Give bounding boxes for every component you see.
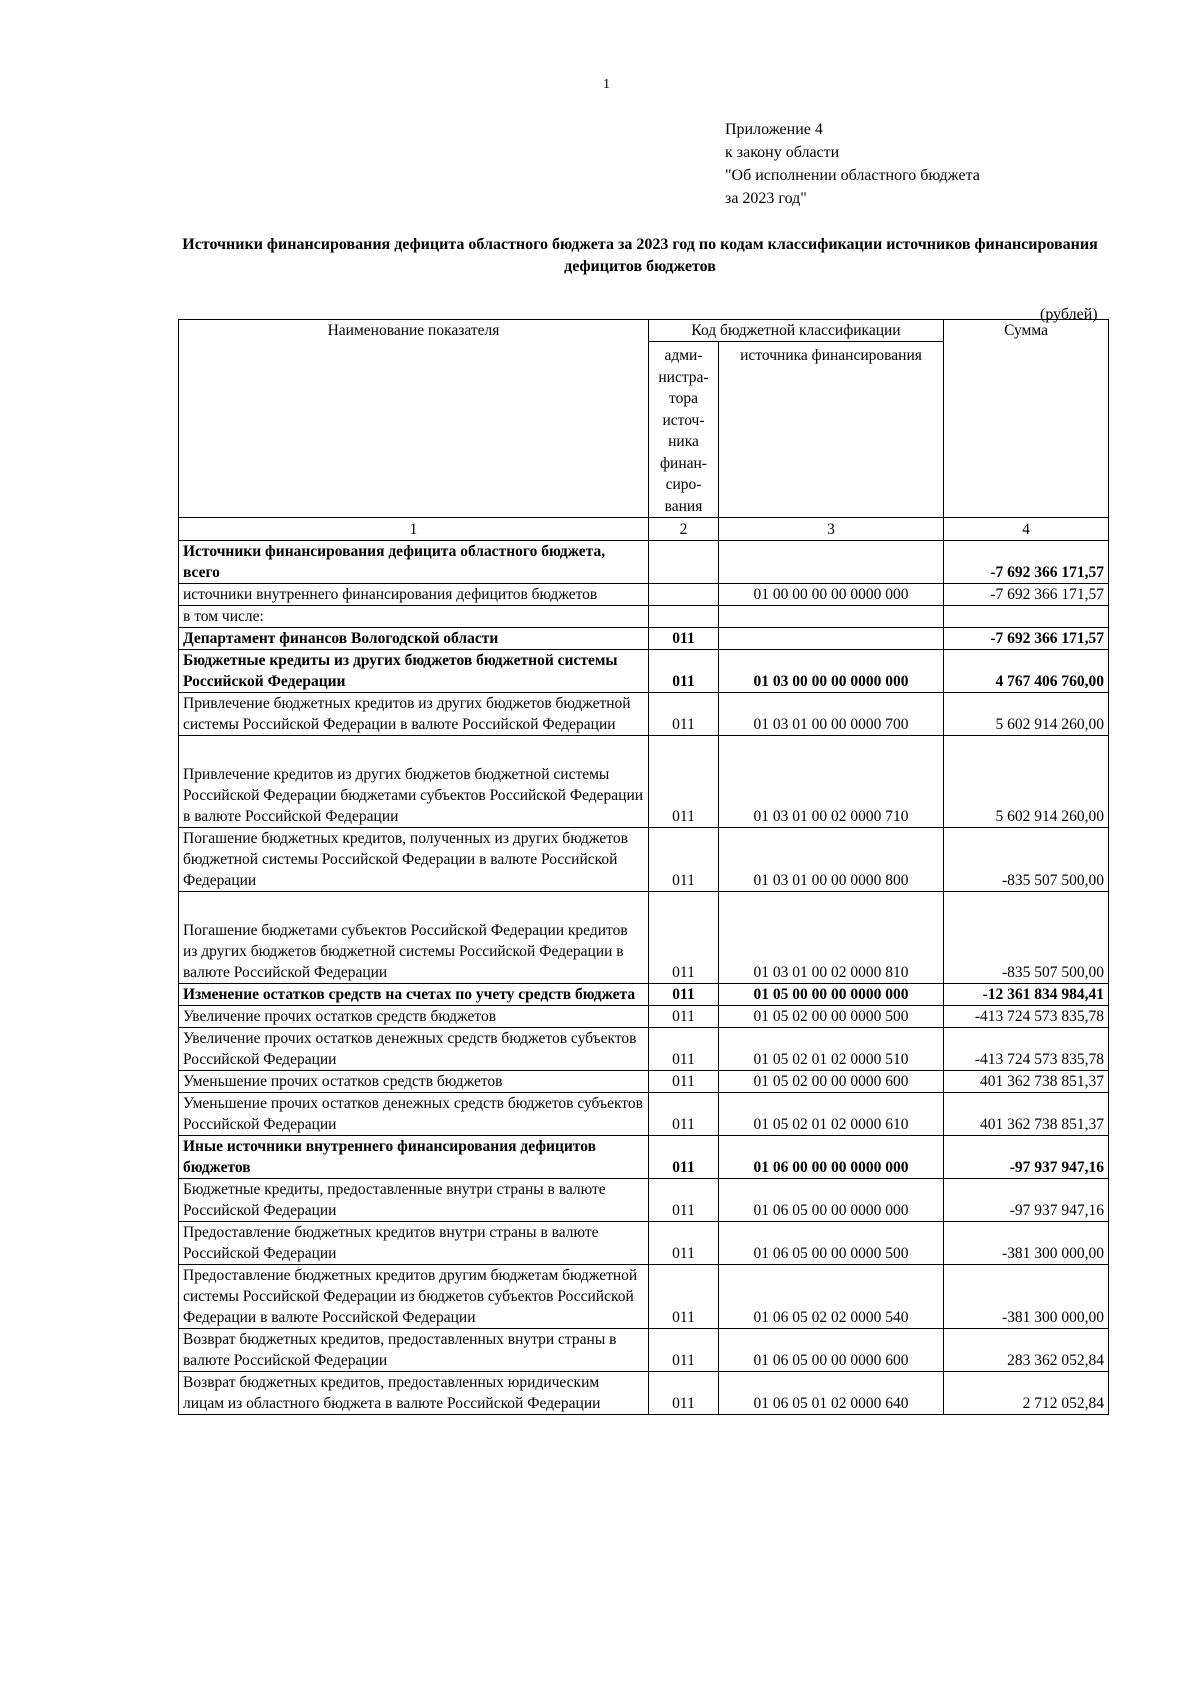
- header-source: источника финансирования: [719, 342, 944, 518]
- row-admin-code: 011: [649, 693, 719, 736]
- annex-line: к закону области: [725, 144, 840, 161]
- row-source-code: 01 03 00 00 00 0000 000: [719, 650, 944, 693]
- header-admin: [649, 342, 719, 518]
- table-row: [179, 1329, 1109, 1372]
- row-source-code: 01 00 00 00 00 0000 000: [719, 584, 944, 606]
- row-amount: -413 724 573 835,78: [944, 1006, 1109, 1028]
- row-name: Возврат бюджетных кредитов, предоставленных юридическим лицам из областного бюджета в валюте Российской Федерации: [179, 1372, 649, 1415]
- page-number: 1: [603, 77, 610, 92]
- row-source-code: 01 05 00 00 00 0000 000: [719, 984, 944, 1006]
- row-source-code: 01 03 01 00 00 0000 700: [719, 693, 944, 736]
- table-row: [179, 541, 1109, 584]
- row-admin-code: 011: [649, 1006, 719, 1028]
- header-code: Код бюджетной классификации: [649, 320, 944, 342]
- budget-table: [178, 319, 1109, 1415]
- row-amount: -835 507 500,00: [944, 828, 1109, 892]
- table-row: [179, 1028, 1109, 1071]
- table-row: [179, 1006, 1109, 1028]
- row-name: Привлечение кредитов из других бюджетов бюджетной системы Российской Федерации бюджетами субъектов Российской Федерации в валюте Российской Федерации: [179, 736, 649, 828]
- table-row: [179, 1071, 1109, 1093]
- row-admin-code: 011: [649, 1329, 719, 1372]
- row-source-code: 01 05 02 01 02 0000 510: [719, 1028, 944, 1071]
- row-name: Возврат бюджетных кредитов, предоставленных внутри страны в валюте Российской Федерации: [179, 1329, 649, 1372]
- table-row: [179, 828, 1109, 892]
- row-name: Уменьшение прочих остатков средств бюджетов: [179, 1071, 649, 1093]
- row-amount: -12 361 834 984,41: [944, 984, 1109, 1006]
- row-name: Источники финансирования дефицита областного бюджета, всего: [179, 541, 649, 584]
- row-name: Изменение остатков средств на счетах по учету средств бюджета: [179, 984, 649, 1006]
- row-source-code: [719, 606, 944, 628]
- header-admin-line: вания: [664, 497, 703, 515]
- table-row: [179, 650, 1109, 693]
- row-name: Предоставление бюджетных кредитов внутри страны в валюте Российской Федерации: [179, 1222, 649, 1265]
- row-name: Департамент финансов Вологодской области: [179, 628, 649, 650]
- row-name: Уменьшение прочих остатков денежных средств бюджетов субъектов Российской Федерации: [179, 1093, 649, 1136]
- units-label: (рублей): [1040, 306, 1098, 323]
- row-amount: 5 602 914 260,00: [944, 736, 1109, 828]
- header-admin-line: тора: [669, 390, 698, 407]
- row-name: Предоставление бюджетных кредитов другим бюджетам бюджетной системы Российской Федерации из бюджетов субъектов Российской Федерации в валюте Российской Федерации: [179, 1265, 649, 1329]
- row-amount: 5 602 914 260,00: [944, 693, 1109, 736]
- row-source-code: [719, 541, 944, 584]
- row-name: Привлечение бюджетных кредитов из других бюджетов бюджетной системы Российской Федерации в валюте Российской Федерации: [179, 693, 649, 736]
- table-row: [179, 693, 1109, 736]
- row-source-code: 01 03 01 00 00 0000 800: [719, 828, 944, 892]
- column-number: 3: [719, 518, 944, 541]
- table-row: [179, 1093, 1109, 1136]
- row-amount: 4 767 406 760,00: [944, 650, 1109, 693]
- annex-line: "Об исполнении областного бюджета: [725, 167, 980, 184]
- table-row: [179, 736, 1109, 828]
- row-amount: 401 362 738 851,37: [944, 1093, 1109, 1136]
- row-admin-code: [649, 584, 719, 606]
- row-amount: -7 692 366 171,57: [944, 584, 1109, 606]
- table-row: [179, 1179, 1109, 1222]
- row-amount: -97 937 947,16: [944, 1179, 1109, 1222]
- row-amount: -413 724 573 835,78: [944, 1028, 1109, 1071]
- row-amount: -7 692 366 171,57: [944, 541, 1109, 584]
- row-amount: 2 712 052,84: [944, 1372, 1109, 1415]
- table-row: [179, 606, 1109, 628]
- row-source-code: 01 06 05 01 02 0000 640: [719, 1372, 944, 1415]
- column-number: 2: [649, 518, 719, 541]
- table-body: [179, 541, 1109, 1415]
- row-name: Увеличение прочих остатков денежных средств бюджетов субъектов Российской Федерации: [179, 1028, 649, 1071]
- row-source-code: 01 06 05 02 02 0000 540: [719, 1265, 944, 1329]
- row-source-code: 01 03 01 00 02 0000 810: [719, 892, 944, 984]
- header-admin-line: ника: [668, 433, 699, 450]
- row-name: Иные источники внутреннего финансирования дефицитов бюджетов: [179, 1136, 649, 1179]
- row-source-code: [719, 628, 944, 650]
- table-row: [179, 892, 1109, 984]
- row-admin-code: [649, 606, 719, 628]
- row-admin-code: 011: [649, 1028, 719, 1071]
- annex-line: за 2023 год": [725, 190, 807, 207]
- header-admin-line: адми-: [664, 347, 703, 364]
- annex-line: Приложение 4: [725, 121, 823, 138]
- row-admin-code: 011: [649, 984, 719, 1006]
- table-row: [179, 584, 1109, 606]
- row-source-code: 01 05 02 01 02 0000 610: [719, 1093, 944, 1136]
- row-name: Увеличение прочих остатков средств бюджетов: [179, 1006, 649, 1028]
- row-amount: -835 507 500,00: [944, 892, 1109, 984]
- row-name: Погашение бюджетных кредитов, полученных из других бюджетов бюджетной системы Российской Федерации в валюте Российской Федерации: [179, 828, 649, 892]
- header-sum: Сумма: [944, 320, 1109, 518]
- column-number: 1: [179, 518, 649, 541]
- row-admin-code: 011: [649, 1136, 719, 1179]
- table-row: [179, 1222, 1109, 1265]
- row-admin-code: 011: [649, 828, 719, 892]
- row-source-code: 01 05 02 00 00 0000 600: [719, 1071, 944, 1093]
- document-title: Источники финансирования дефицита областного бюджета за 2023 год по кодам классификации источников финансирования дефицитов бюджетов: [182, 236, 1098, 275]
- row-amount: -7 692 366 171,57: [944, 628, 1109, 650]
- row-source-code: 01 06 00 00 00 0000 000: [719, 1136, 944, 1179]
- table-row: [179, 1136, 1109, 1179]
- row-source-code: 01 06 05 00 00 0000 000: [719, 1179, 944, 1222]
- row-source-code: 01 06 05 00 00 0000 500: [719, 1222, 944, 1265]
- row-name: Бюджетные кредиты, предоставленные внутри страны в валюте Российской Федерации: [179, 1179, 649, 1222]
- row-admin-code: 011: [649, 1222, 719, 1265]
- table-row: [179, 1372, 1109, 1415]
- row-name: источники внутреннего финансирования дефицитов бюджетов: [179, 584, 649, 606]
- table-row: [179, 984, 1109, 1006]
- row-amount: -97 937 947,16: [944, 1136, 1109, 1179]
- row-amount: -381 300 000,00: [944, 1222, 1109, 1265]
- header-admin-line: финан-: [660, 454, 707, 472]
- row-admin-code: 011: [649, 1093, 719, 1136]
- row-admin-code: 011: [649, 1265, 719, 1329]
- header-admin-line: сиро-: [665, 476, 702, 493]
- header-admin-line: источ-: [662, 411, 705, 429]
- row-name: Погашение бюджетами субъектов Российской Федерации кредитов из других бюджетов бюджетной системы Российской Федерации в валюте Российской Федерации: [179, 892, 649, 984]
- row-admin-code: 011: [649, 628, 719, 650]
- header-name: Наименование показателя: [179, 320, 649, 518]
- row-admin-code: 011: [649, 1071, 719, 1093]
- row-amount: 401 362 738 851,37: [944, 1071, 1109, 1093]
- row-amount: 283 362 052,84: [944, 1329, 1109, 1372]
- annex-header: [725, 118, 980, 210]
- header-admin-line: нистра-: [658, 368, 709, 386]
- row-admin-code: 011: [649, 650, 719, 693]
- row-admin-code: [649, 541, 719, 584]
- row-admin-code: 011: [649, 1372, 719, 1415]
- row-name: в том числе:: [179, 606, 649, 628]
- column-number: 4: [944, 518, 1109, 541]
- row-source-code: 01 05 02 00 00 0000 500: [719, 1006, 944, 1028]
- row-amount: -381 300 000,00: [944, 1265, 1109, 1329]
- table-row: [179, 628, 1109, 650]
- row-admin-code: 011: [649, 1179, 719, 1222]
- row-source-code: 01 03 01 00 02 0000 710: [719, 736, 944, 828]
- row-admin-code: 011: [649, 736, 719, 828]
- row-source-code: 01 06 05 00 00 0000 600: [719, 1329, 944, 1372]
- row-admin-code: 011: [649, 892, 719, 984]
- row-name: Бюджетные кредиты из других бюджетов бюджетной системы Российской Федерации: [179, 650, 649, 693]
- row-amount: [944, 606, 1109, 628]
- table-row: [179, 1265, 1109, 1329]
